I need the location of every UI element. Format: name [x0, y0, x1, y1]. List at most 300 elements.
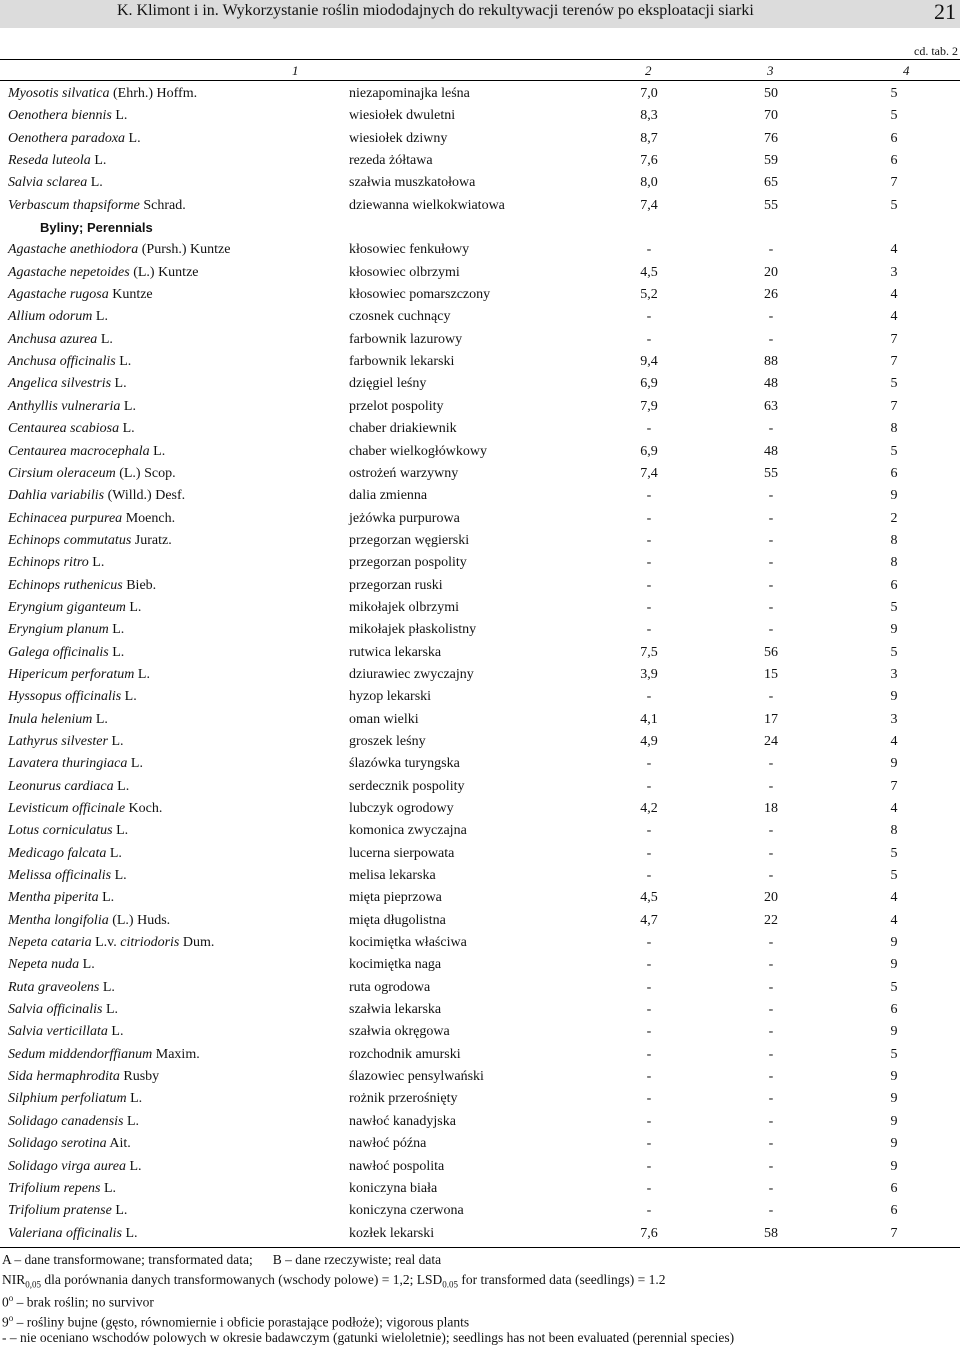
value-col3-cell: 76: [764, 130, 778, 146]
value-col2-cell: -: [646, 1113, 652, 1129]
table-bottom-rule: [0, 1247, 960, 1248]
value-col2-cell: 7,0: [640, 86, 658, 101]
value-col3-cell: -: [768, 1158, 774, 1174]
value-col4-cell: 3: [890, 711, 898, 727]
value-col2-cell: -: [646, 1024, 652, 1040]
latin-name-cell: Valeriana officinalis L.: [8, 1225, 138, 1241]
value-col3-cell: 24: [764, 733, 778, 749]
value-col2-cell: -: [646, 1158, 652, 1174]
latin-name-cell: Salvia sclarea L.: [8, 175, 103, 191]
value-col3-cell: -: [768, 1024, 774, 1040]
value-col2-cell: 8,3: [640, 108, 658, 124]
latin-name-cell: Echinops ritro L.: [8, 555, 105, 571]
polish-name-cell: przegorzan węgierski: [349, 532, 470, 548]
column-number-2: 2: [645, 63, 652, 78]
table-row: [0, 172, 960, 194]
latin-name-cell: Nepeta nuda L.: [8, 957, 95, 973]
latin-name-cell: Medicago falcata L.: [8, 845, 122, 861]
value-col2-cell: 4,5: [640, 264, 658, 280]
page-header: [0, 0, 960, 28]
value-col2-cell: 4,2: [640, 801, 658, 816]
latin-name-cell: Lotus corniculatus L.: [8, 823, 129, 839]
score-0-degree: o: [8, 1293, 14, 1303]
table-row: [0, 83, 960, 105]
table-row: [0, 1021, 960, 1043]
value-col4-cell: 9: [890, 622, 898, 638]
value-col3-cell: 15: [764, 666, 778, 682]
value-col3-cell: -: [768, 599, 774, 615]
value-col2-cell: -: [646, 868, 652, 884]
value-col4-cell: 4: [890, 733, 898, 749]
score-0-text: – brak roślin; no survivor: [13, 1294, 154, 1310]
value-col3-cell: -: [768, 957, 774, 973]
latin-name-cell: Mentha piperita L.: [8, 890, 115, 906]
polish-name-cell: czosnek cuchnący: [349, 309, 451, 325]
table-row: [0, 820, 960, 842]
table-row: [0, 798, 960, 820]
latin-name-cell: Centaurea scabiosa L.: [8, 421, 135, 437]
value-col2-cell: 3,9: [640, 666, 658, 682]
value-col4-cell: 4: [890, 287, 898, 303]
latin-name-cell: Trifolium pratense L.: [8, 1203, 128, 1219]
table-row: [0, 530, 960, 552]
footnotes: [2, 1250, 960, 1348]
latin-name-cell: Echinops ruthenicus Bieb.: [8, 577, 157, 593]
polish-name-cell: dalia zmienna: [349, 488, 428, 504]
table-row: [0, 396, 960, 418]
value-col4-cell: 8: [890, 555, 898, 571]
value-col2-cell: -: [646, 1069, 652, 1085]
table-row: [0, 351, 960, 373]
table-row: [0, 418, 960, 440]
footnote-legend: [2, 1250, 960, 1270]
value-col4-cell: 5: [890, 443, 898, 459]
polish-name-cell: szałwia okręgowa: [349, 1024, 450, 1040]
polish-name-cell: ostrożeń warzywny: [349, 465, 459, 481]
value-col2-cell: -: [646, 1091, 652, 1107]
value-col3-cell: -: [768, 1136, 774, 1152]
value-col4-cell: 4: [890, 309, 898, 325]
value-col3-cell: -: [768, 689, 774, 705]
latin-name-cell: Angelica silvestris L.: [8, 376, 127, 392]
latin-name-cell: Lavatera thuringiaca L.: [8, 756, 143, 772]
section-label: Byliny; Perennials: [40, 220, 153, 236]
latin-name-cell: Anchusa officinalis L.: [8, 354, 132, 370]
polish-name-cell: nawłoć kanadyjska: [349, 1113, 456, 1129]
value-col2-cell: -: [646, 510, 652, 526]
value-col4-cell: 6: [890, 1203, 898, 1219]
polish-name-cell: rozchodnik amurski: [349, 1046, 461, 1062]
table-row: [0, 284, 960, 306]
latin-name-cell: Mentha longifolia (L.) Huds.: [8, 912, 171, 928]
value-col2-cell: 4,7: [640, 912, 658, 928]
value-col2-cell: 6,9: [640, 376, 658, 392]
polish-name-cell: chaber wielkogłówkowy: [349, 443, 488, 459]
table-row: [0, 575, 960, 597]
polish-name-cell: szałwia lekarska: [349, 1002, 442, 1018]
table-row: [0, 999, 960, 1021]
value-col3-cell: 88: [764, 354, 778, 370]
latin-name-cell: Solidago virga aurea L.: [8, 1158, 142, 1174]
table-row: [0, 1223, 960, 1245]
value-col3-cell: -: [768, 622, 774, 638]
polish-name-cell: mięta pieprzowa: [349, 890, 442, 906]
value-col2-cell: 7,4: [640, 197, 658, 213]
value-col4-cell: 7: [890, 398, 898, 414]
table-row: [0, 195, 960, 217]
latin-name-cell: Myosotis silvatica (Ehrh.) Hoffm.: [8, 86, 198, 101]
latin-name-cell: Anthyllis vulneraria L.: [8, 398, 136, 414]
table-row: [0, 709, 960, 731]
table-row: [0, 664, 960, 686]
value-col3-cell: 63: [764, 398, 778, 414]
table-row: [0, 977, 960, 999]
table-row: [0, 1200, 960, 1222]
footnote-a: A – dane transformowane; transformated data;: [2, 1252, 253, 1267]
latin-name-cell: Ruta graveolens L.: [8, 979, 115, 995]
value-col2-cell: -: [646, 577, 652, 593]
polish-name-cell: jeżówka purpurowa: [349, 510, 460, 526]
table-row: [0, 1044, 960, 1066]
table-row: [0, 1066, 960, 1088]
table-row: [0, 485, 960, 507]
polish-name-cell: dziewanna wielkokwiatowa: [349, 197, 505, 213]
value-col4-cell: 5: [890, 1046, 898, 1062]
polish-name-cell: ślazowiec pensylwański: [349, 1069, 484, 1085]
value-col4-cell: 7: [890, 354, 898, 370]
value-col2-cell: -: [646, 1203, 652, 1219]
value-col2-cell: -: [646, 309, 652, 325]
value-col4-cell: 9: [890, 1113, 898, 1129]
value-col3-cell: -: [768, 935, 774, 951]
value-col3-cell: 20: [764, 890, 778, 906]
value-col4-cell: 7: [890, 175, 898, 191]
value-col4-cell: 6: [890, 577, 898, 593]
table-row: [0, 597, 960, 619]
table-row: [0, 865, 960, 887]
value-col4-cell: 8: [890, 532, 898, 548]
value-col2-cell: -: [646, 778, 652, 794]
polish-name-cell: mikołajek olbrzymi: [349, 599, 460, 615]
polish-name-cell: nawłoć pospolita: [349, 1158, 445, 1174]
value-col2-cell: -: [646, 1046, 652, 1062]
footnote-score-9: [2, 1309, 960, 1329]
page-number: 21: [934, 0, 956, 24]
value-col4-cell: 8: [890, 823, 898, 839]
value-col4-cell: 4: [890, 801, 898, 816]
value-col2-cell: -: [646, 488, 652, 504]
value-col4-cell: 5: [890, 376, 898, 392]
value-col2-cell: 6,9: [640, 443, 658, 459]
table-row: [0, 508, 960, 530]
value-col2-cell: 7,6: [640, 1225, 658, 1241]
value-col4-cell: 5: [890, 868, 898, 884]
value-col3-cell: -: [768, 488, 774, 504]
value-col2-cell: 7,4: [640, 465, 658, 481]
value-col4-cell: 9: [890, 957, 898, 973]
latin-name-cell: Dahlia variabilis (Willd.) Desf.: [8, 488, 186, 504]
value-col3-cell: -: [768, 331, 774, 347]
value-col4-cell: 9: [890, 756, 898, 772]
value-col2-cell: -: [646, 979, 652, 995]
polish-name-cell: kozłek lekarski: [349, 1225, 435, 1241]
latin-name-cell: Oenothera biennis L.: [8, 108, 128, 124]
value-col4-cell: 7: [890, 1225, 898, 1241]
value-col3-cell: -: [768, 532, 774, 548]
polish-name-cell: groszek leśny: [349, 733, 426, 749]
polish-name-cell: lubczyk ogrodowy: [349, 801, 454, 816]
latin-name-cell: Anchusa azurea L.: [8, 331, 113, 347]
value-col3-cell: 26: [764, 287, 778, 303]
polish-name-cell: dziurawiec zwyczajny: [349, 666, 474, 682]
nir-subscript: 0,05: [25, 1279, 41, 1290]
polish-name-cell: rutwica lekarska: [349, 644, 442, 660]
polish-name-cell: melisa lekarska: [349, 868, 436, 884]
lsd-subscript: 0.05: [442, 1279, 459, 1290]
latin-name-cell: Levisticum officinale Koch.: [8, 801, 163, 816]
value-col3-cell: 22: [764, 912, 778, 928]
polish-name-cell: kocimiętka właściwa: [349, 935, 467, 951]
column-number-4: 4: [903, 63, 910, 78]
value-col4-cell: 9: [890, 1069, 898, 1085]
table-row: [0, 441, 960, 463]
value-col4-cell: 4: [890, 912, 898, 928]
value-col3-cell: -: [768, 778, 774, 794]
latin-name-cell: Salvia verticillata L.: [8, 1024, 124, 1040]
value-col2-cell: 7,6: [640, 153, 658, 169]
latin-name-cell: Echinops commutatus Juratz.: [8, 532, 172, 548]
value-col2-cell: -: [646, 622, 652, 638]
value-col4-cell: 2: [890, 510, 898, 526]
value-col3-cell: 55: [764, 197, 778, 213]
latin-name-cell: Hipericum perforatum L.: [8, 666, 150, 682]
table-row: [0, 105, 960, 127]
running-title: K. Klimont i in. Wykorzystanie roślin miododajnych do rekultywacji terenów po eksploatacji siarki: [117, 2, 754, 19]
value-col3-cell: -: [768, 1046, 774, 1062]
polish-name-cell: nawłoć późna: [349, 1136, 427, 1152]
column-header-rule: [0, 80, 960, 81]
polish-name-cell: szałwia muszkatołowa: [349, 175, 476, 191]
value-col2-cell: -: [646, 1180, 652, 1196]
lsd-text: for transformed data (seedlings) = 1.2: [458, 1271, 666, 1287]
table-body: [0, 83, 960, 1245]
value-col3-cell: 48: [764, 376, 778, 392]
value-col2-cell: -: [646, 1136, 652, 1152]
value-col2-cell: -: [646, 532, 652, 548]
footnote-score-0: [2, 1289, 960, 1309]
value-col2-cell: 8,7: [640, 130, 658, 146]
value-col3-cell: 20: [764, 264, 778, 280]
value-col4-cell: 9: [890, 1091, 898, 1107]
value-col3-cell: -: [768, 1113, 774, 1129]
latin-name-cell: Solidago canadensis L.: [8, 1113, 140, 1129]
polish-name-cell: chaber driakiewnik: [349, 421, 457, 437]
nir-label: NIR: [2, 1271, 26, 1287]
footnote-lsd: [2, 1270, 960, 1290]
latin-name-cell: Leonurus cardiaca L.: [8, 778, 130, 794]
value-col3-cell: 18: [764, 801, 778, 816]
latin-name-cell: Melissa officinalis L.: [8, 868, 127, 884]
table-row: [0, 1133, 960, 1155]
value-col3-cell: -: [768, 1203, 774, 1219]
value-col4-cell: 5: [890, 845, 898, 861]
polish-name-cell: rezeda żółtawa: [349, 153, 433, 169]
value-col3-cell: 59: [764, 153, 778, 169]
value-col2-cell: -: [646, 845, 652, 861]
latin-name-cell: Echinacea purpurea Moench.: [8, 510, 176, 526]
value-col2-cell: -: [646, 1002, 652, 1018]
value-col2-cell: -: [646, 689, 652, 705]
value-col2-cell: -: [646, 331, 652, 347]
table-row: [0, 262, 960, 284]
value-col4-cell: 4: [890, 242, 898, 258]
value-col2-cell: -: [646, 242, 652, 258]
table-row: [0, 1088, 960, 1110]
value-col2-cell: 4,5: [640, 890, 658, 906]
section-header-row: [0, 217, 960, 239]
polish-name-cell: niezapominajka leśna: [349, 86, 470, 101]
polish-name-cell: przegorzan ruski: [349, 577, 443, 593]
latin-name-cell: Eryngium giganteum L.: [8, 599, 142, 615]
table-row: [0, 843, 960, 865]
latin-name-cell: Agastache rugosa Kuntze: [8, 287, 153, 303]
table-row: [0, 1156, 960, 1178]
polish-name-cell: mikołajek płaskolistny: [349, 622, 477, 638]
value-col4-cell: 4: [890, 890, 898, 906]
table-row: [0, 776, 960, 798]
nir-text: dla porównania danych transformowanych (wschody polowe) = 1,2; LSD: [41, 1271, 443, 1287]
value-col3-cell: 50: [764, 86, 778, 101]
latin-name-cell: Agastache anethiodora (Pursh.) Kuntze: [8, 242, 231, 258]
polish-name-cell: wiesiołek dwuletni: [349, 108, 456, 124]
table-top-rule: [0, 59, 960, 60]
table-row: [0, 642, 960, 664]
latin-name-cell: Trifolium repens L.: [8, 1180, 116, 1196]
table-continuation-label: cd. tab. 2: [914, 44, 958, 58]
score-9-text: – rośliny bujne (gęsto, równomiernie i obficie porastające podłoże); vigorous plants: [13, 1314, 470, 1329]
value-col3-cell: 55: [764, 465, 778, 481]
value-col2-cell: 7,5: [640, 644, 658, 660]
polish-name-cell: koniczyna biała: [349, 1180, 438, 1196]
latin-name-cell: Verbascum thapsiforme Schrad.: [8, 197, 186, 213]
value-col4-cell: 5: [890, 108, 898, 124]
polish-name-cell: farbownik lekarski: [349, 354, 455, 370]
footnote-b: B – dane rzeczywiste; real data: [272, 1252, 442, 1267]
polish-name-cell: farbownik lazurowy: [349, 331, 463, 347]
value-col3-cell: -: [768, 979, 774, 995]
table-row: [0, 1111, 960, 1133]
value-col3-cell: 65: [764, 175, 778, 191]
value-col2-cell: 4,1: [640, 711, 658, 727]
value-col3-cell: -: [768, 555, 774, 571]
latin-name-cell: Centaurea macrocephala L.: [8, 443, 166, 459]
latin-name-cell: Lathyrus silvester L.: [8, 733, 124, 749]
latin-name-cell: Inula helenium L.: [8, 711, 108, 727]
value-col4-cell: 9: [890, 689, 898, 705]
value-col3-cell: 70: [764, 108, 778, 124]
polish-name-cell: komonica zwyczajna: [349, 823, 467, 839]
latin-name-cell: Allium odorum L.: [8, 309, 108, 325]
polish-name-cell: kłosowiec pomarszczony: [349, 287, 491, 303]
table-row: [0, 1178, 960, 1200]
value-col2-cell: 7,9: [640, 398, 658, 414]
value-col2-cell: 4,9: [640, 733, 658, 749]
polish-name-cell: przelot pospolity: [349, 398, 444, 414]
polish-name-cell: ruta ogrodowa: [349, 979, 431, 995]
value-col4-cell: 5: [890, 599, 898, 615]
table-row: [0, 150, 960, 172]
value-col3-cell: 48: [764, 443, 778, 459]
value-col4-cell: 6: [890, 153, 898, 169]
polish-name-cell: mięta długolistna: [349, 912, 446, 928]
value-col4-cell: 9: [890, 935, 898, 951]
table-row: [0, 329, 960, 351]
value-col4-cell: 9: [890, 1158, 898, 1174]
value-col4-cell: 6: [890, 465, 898, 481]
score-0-number: 0: [2, 1294, 9, 1310]
value-col4-cell: 5: [890, 197, 898, 213]
table-row: [0, 910, 960, 932]
table-row: [0, 306, 960, 328]
value-col4-cell: 9: [890, 488, 898, 504]
value-col4-cell: 5: [890, 644, 898, 660]
value-col3-cell: -: [768, 1091, 774, 1107]
value-col4-cell: 5: [890, 86, 898, 101]
value-col3-cell: 17: [764, 711, 778, 727]
polish-name-cell: hyzop lekarski: [349, 689, 432, 705]
latin-name-cell: Cirsium oleraceum (L.) Scop.: [8, 465, 176, 481]
column-number-1: 1: [292, 63, 299, 78]
footnote-dash: - – nie oceniano wschodów polowych w okresie badawczym (gatunki wieloletnie); seedlings has not been evaluated (perennial species): [2, 1330, 735, 1345]
latin-name-cell: Oenothera paradoxa L.: [8, 130, 141, 146]
latin-name-cell: Eryngium planum L.: [8, 622, 125, 638]
score-9-number: 9: [2, 1314, 9, 1329]
latin-name-cell: Hyssopus officinalis L.: [8, 689, 137, 705]
value-col3-cell: -: [768, 868, 774, 884]
value-col4-cell: 6: [890, 1180, 898, 1196]
table-row: [0, 887, 960, 909]
value-col3-cell: 58: [764, 1225, 778, 1241]
value-col3-cell: -: [768, 242, 774, 258]
value-col2-cell: -: [646, 756, 652, 772]
table-row: [0, 686, 960, 708]
table-row: [0, 932, 960, 954]
polish-name-cell: rożnik przerośnięty: [349, 1091, 458, 1107]
value-col4-cell: 9: [890, 1024, 898, 1040]
polish-name-cell: kłosowiec olbrzymi: [349, 264, 460, 280]
polish-name-cell: ślazówka turyngska: [349, 756, 460, 772]
latin-name-cell: Solidago serotina Ait.: [8, 1136, 131, 1152]
value-col4-cell: 3: [890, 264, 898, 280]
polish-name-cell: wiesiołek dziwny: [349, 130, 448, 146]
value-col4-cell: 9: [890, 1136, 898, 1152]
polish-name-cell: oman wielki: [349, 711, 419, 727]
value-col3-cell: -: [768, 756, 774, 772]
table-row: [0, 373, 960, 395]
value-col3-cell: -: [768, 577, 774, 593]
latin-name-cell: Galega officinalis L.: [8, 644, 125, 660]
value-col2-cell: -: [646, 935, 652, 951]
table-row: [0, 619, 960, 641]
latin-name-cell: Agastache nepetoides (L.) Kuntze: [8, 264, 199, 280]
value-col3-cell: -: [768, 845, 774, 861]
value-col2-cell: -: [646, 555, 652, 571]
value-col4-cell: 7: [890, 331, 898, 347]
value-col2-cell: 5,2: [640, 287, 658, 303]
table-row: [0, 954, 960, 976]
polish-name-cell: dzięgiel leśny: [349, 376, 427, 392]
value-col4-cell: 6: [890, 1002, 898, 1018]
